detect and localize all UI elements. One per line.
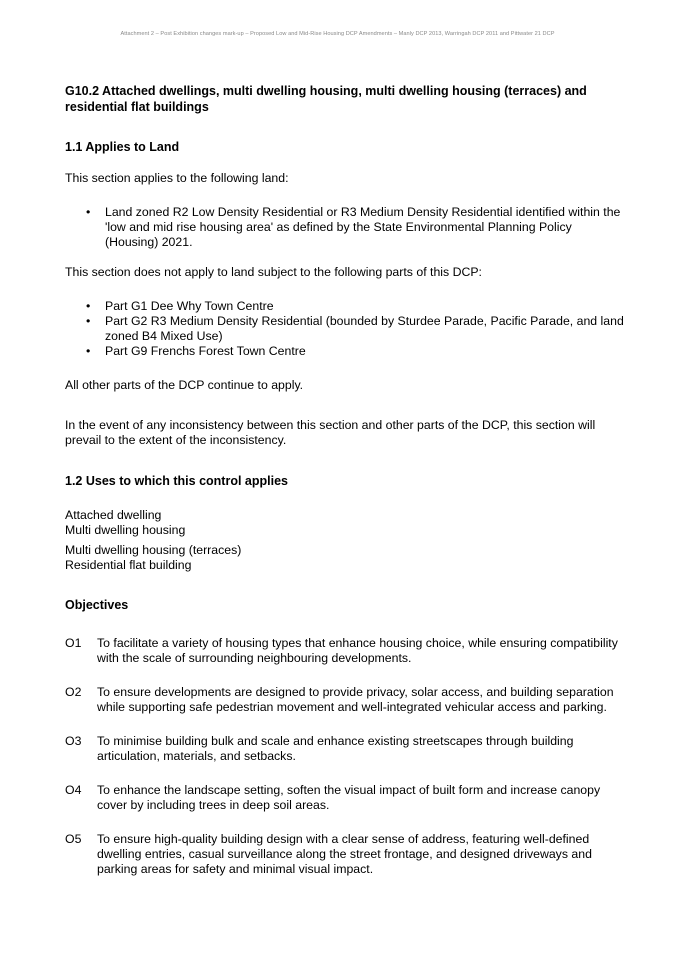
objective-text: To ensure developments are designed to provide privacy, solar access, and building separation while supporting safe pedestrian movement and well-integrated vehicular access and parking.	[97, 685, 614, 714]
use-item: Multi dwelling housing (terraces)	[65, 543, 242, 557]
objective-item	[65, 685, 625, 715]
objective-item	[65, 783, 625, 813]
list-item: • Part G1 Dee Why Town Centre	[65, 299, 625, 314]
heading-uses: 1.2 Uses to which this control applies	[65, 474, 288, 488]
objective-text: To enhance the landscape setting, soften the visual impact of built form and increase canopy cover by including trees in deep soil areas.	[97, 783, 601, 812]
objective-text: To ensure high-quality building design with a clear sense of address, featuring well-defined dwelling entries, casual surveillance along the street frontage, and designed driveways and parking areas for safety and minimal visual impact.	[97, 832, 592, 876]
document-body	[65, 84, 625, 877]
use-item: Multi dwelling housing	[65, 523, 186, 537]
list-item: • Part G9 Frenchs Forest Town Centre	[65, 344, 625, 359]
applies-intro: This section applies to the following land:	[65, 171, 289, 185]
objective-code: O2	[65, 685, 82, 699]
objective-item	[65, 636, 625, 666]
other-parts-note: All other parts of the DCP continue to apply.	[65, 378, 304, 392]
objective-item	[65, 734, 625, 764]
use-item: Residential flat building	[65, 558, 192, 572]
not-apply-intro: This section does not apply to land subject to the following parts of this DCP:	[65, 265, 482, 279]
objective-text: To facilitate a variety of housing types that enhance housing choice, while ensuring compatibility with the scale of surrounding neighbouring developments.	[97, 636, 618, 665]
use-item: Attached dwelling	[65, 508, 162, 522]
heading-objectives: Objectives	[65, 598, 129, 612]
running-header: Attachment 2 – Post Exhibition changes mark-up – Proposed Low and Mid-Rise Housing DCP Amendments – Manly DCP 2013, Warringah DCP 2011 and Pittwater 21 DCP	[120, 31, 555, 37]
list-item: • Part G2 R3 Medium Density Residential (bounded by Sturdee Parade, Pacific Parade, and land zoned B4 Mixed Use)	[65, 314, 625, 344]
applies-list	[65, 205, 625, 250]
inconsistency-note: In the event of any inconsistency between this section and other parts of the DCP, this section will prevail to the extent of the inconsistency.	[65, 418, 596, 447]
list-item: • Land zoned R2 Low Density Residential or R3 Medium Density Residential identified within the 'low and mid rise housing area' as defined by the State Environmental Planning Policy (Housing) 2021.	[65, 205, 625, 250]
objective-code: O4	[65, 783, 82, 797]
objective-item	[65, 832, 625, 877]
objective-code: O3	[65, 734, 82, 748]
heading-applies-to-land: 1.1 Applies to Land	[65, 140, 180, 154]
section-title: G10.2 Attached dwellings, multi dwelling housing, multi dwelling housing (terraces) and residential flat buildings	[65, 84, 587, 114]
not-apply-list	[65, 299, 625, 359]
objective-code: O1	[65, 636, 82, 650]
objective-code: O5	[65, 832, 82, 846]
uses-list	[65, 508, 625, 573]
objective-text: To minimise building bulk and scale and enhance existing streetscapes through building articulation, materials, and setbacks.	[97, 734, 574, 763]
